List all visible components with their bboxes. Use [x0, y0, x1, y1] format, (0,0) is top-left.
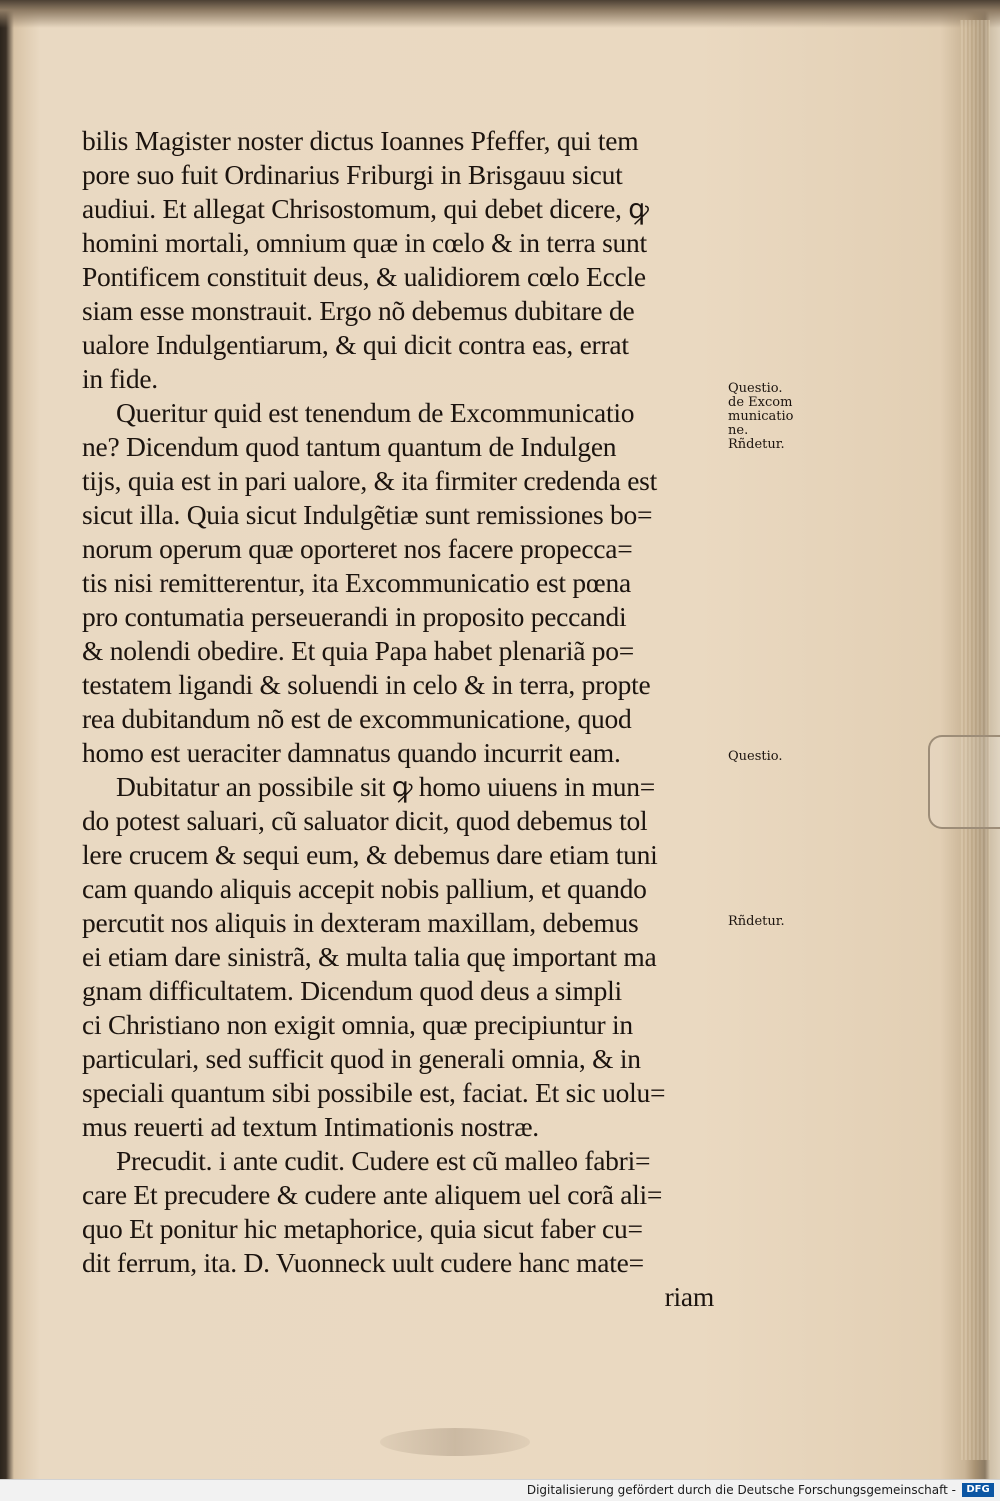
text-line: rea dubitandum nõ est de excommunicatione, quod	[82, 703, 632, 734]
margin-note-line: ne.	[728, 423, 749, 438]
text-line: quo Et ponitur hic metaphorice, quia sicut faber cu=	[82, 1213, 643, 1244]
text-line: lere crucem & sequi eum, & debemus dare etiam tuni	[82, 839, 658, 870]
paper-stain	[380, 1428, 530, 1456]
text-line: & nolendi obedire. Et quia Papa habet plenariã po=	[82, 635, 635, 666]
text-line: sicut illa. Quia sicut Indulgẽtiæ sunt remissiones bo=	[82, 499, 653, 530]
text-line: pro contumatia perseuerandi in proposito peccandi	[82, 601, 627, 632]
text-line: ne? Dicendum quod tantum quantum de Indulgen	[82, 431, 617, 462]
text-line: gnam difficultatem. Dicendum quod deus a simpli	[82, 975, 622, 1006]
text-line: pore suo fuit Ordinarius Friburgi in Brisgauu sicut	[82, 159, 623, 190]
text-line: mus reuerti ad textum Intimationis nostræ.	[82, 1111, 539, 1142]
paragraph-start-line: Queritur quid est tenendum de Excommunicatio	[116, 397, 635, 428]
text-line: care Et precudere & cudere ante aliquem uel corã ali=	[82, 1179, 663, 1210]
page-clip-tab	[928, 735, 1000, 829]
text-line: do potest saluari, cũ saluator dicit, quod debemus tol	[82, 805, 648, 836]
paragraph-start-line: Precudit. i ante cudit. Cudere est cũ malleo fabri=	[116, 1145, 651, 1176]
text-line: norum operum quæ oporteret nos facere propecca=	[82, 533, 633, 564]
margin-note-line: de Excom	[728, 395, 793, 410]
text-line: in fide.	[82, 363, 158, 394]
text-line: homo est ueraciter damnatus quando incurrit eam.	[82, 737, 621, 768]
catchword-line: riam	[664, 1281, 714, 1312]
margin-note-questio-excommunicatio	[728, 382, 793, 452]
text-line: siam esse monstrauit. Ergo nõ debemus dubitare de	[82, 295, 635, 326]
text-line: ei etiam dare sinistrã, & multa talia quę important ma	[82, 941, 657, 972]
text-line: audiui. Et allegat Chrisostomum, qui debet dicere, ꝙ	[82, 193, 649, 224]
text-line: testatem ligandi & soluendi in celo & in terra, propte	[82, 669, 651, 700]
text-line: homini mortali, omnium quæ in cœlo & in terra sunt	[82, 227, 647, 258]
margin-note-line: municatio	[728, 409, 794, 424]
text-line: tis nisi remitterentur, ita Excommunicatio est pœna	[82, 567, 631, 598]
digitization-credit: Digitalisierung gefördert durch die Deutsche Forschungsgemeinschaft -	[526, 1483, 956, 1497]
text-line: ci Christiano non exigit omnia, quæ precipiuntur in	[82, 1009, 633, 1040]
text-line: dit ferrum, ita. D. Vuonneck uult cudere hanc mate=	[82, 1247, 644, 1278]
text-line: cam quando aliquis accepit nobis pallium, et quando	[82, 873, 647, 904]
margin-note-line: Rñdetur.	[728, 914, 785, 929]
main-text-block	[82, 124, 742, 1314]
page-top-shadow	[0, 0, 1000, 28]
margin-note-line: Rñdetur.	[728, 437, 785, 452]
text-line: speciali quantum sibi possibile est, faciat. Et sic uolu=	[82, 1077, 666, 1108]
paragraph-start-line: Dubitatur an possibile sit ꝙ homo uiuens in mun=	[116, 771, 655, 802]
margin-note-line: Questio.	[728, 381, 783, 396]
margin-note-rndetur	[728, 915, 785, 929]
footer-bar	[0, 1479, 1000, 1501]
text-line: tijs, quia est in pari ualore, & ita firmiter credenda est	[82, 465, 658, 496]
margin-note-line: Questio.	[728, 749, 783, 764]
text-line: bilis Magister noster dictus Ioannes Pfeffer, qui tem	[82, 125, 639, 156]
text-line: ualore Indulgentiarum, & qui dicit contra eas, errat	[82, 329, 629, 360]
margin-note-questio	[728, 750, 783, 764]
text-line: Pontificem constituit deus, & ualidiorem cœlo Eccle	[82, 261, 646, 292]
text-line: percutit nos aliquis in dexteram maxillam, debemus	[82, 907, 639, 938]
dfg-logo-icon: DFG	[962, 1483, 994, 1497]
text-line: particulari, sed sufficit quod in generali omnia, & in	[82, 1043, 641, 1074]
